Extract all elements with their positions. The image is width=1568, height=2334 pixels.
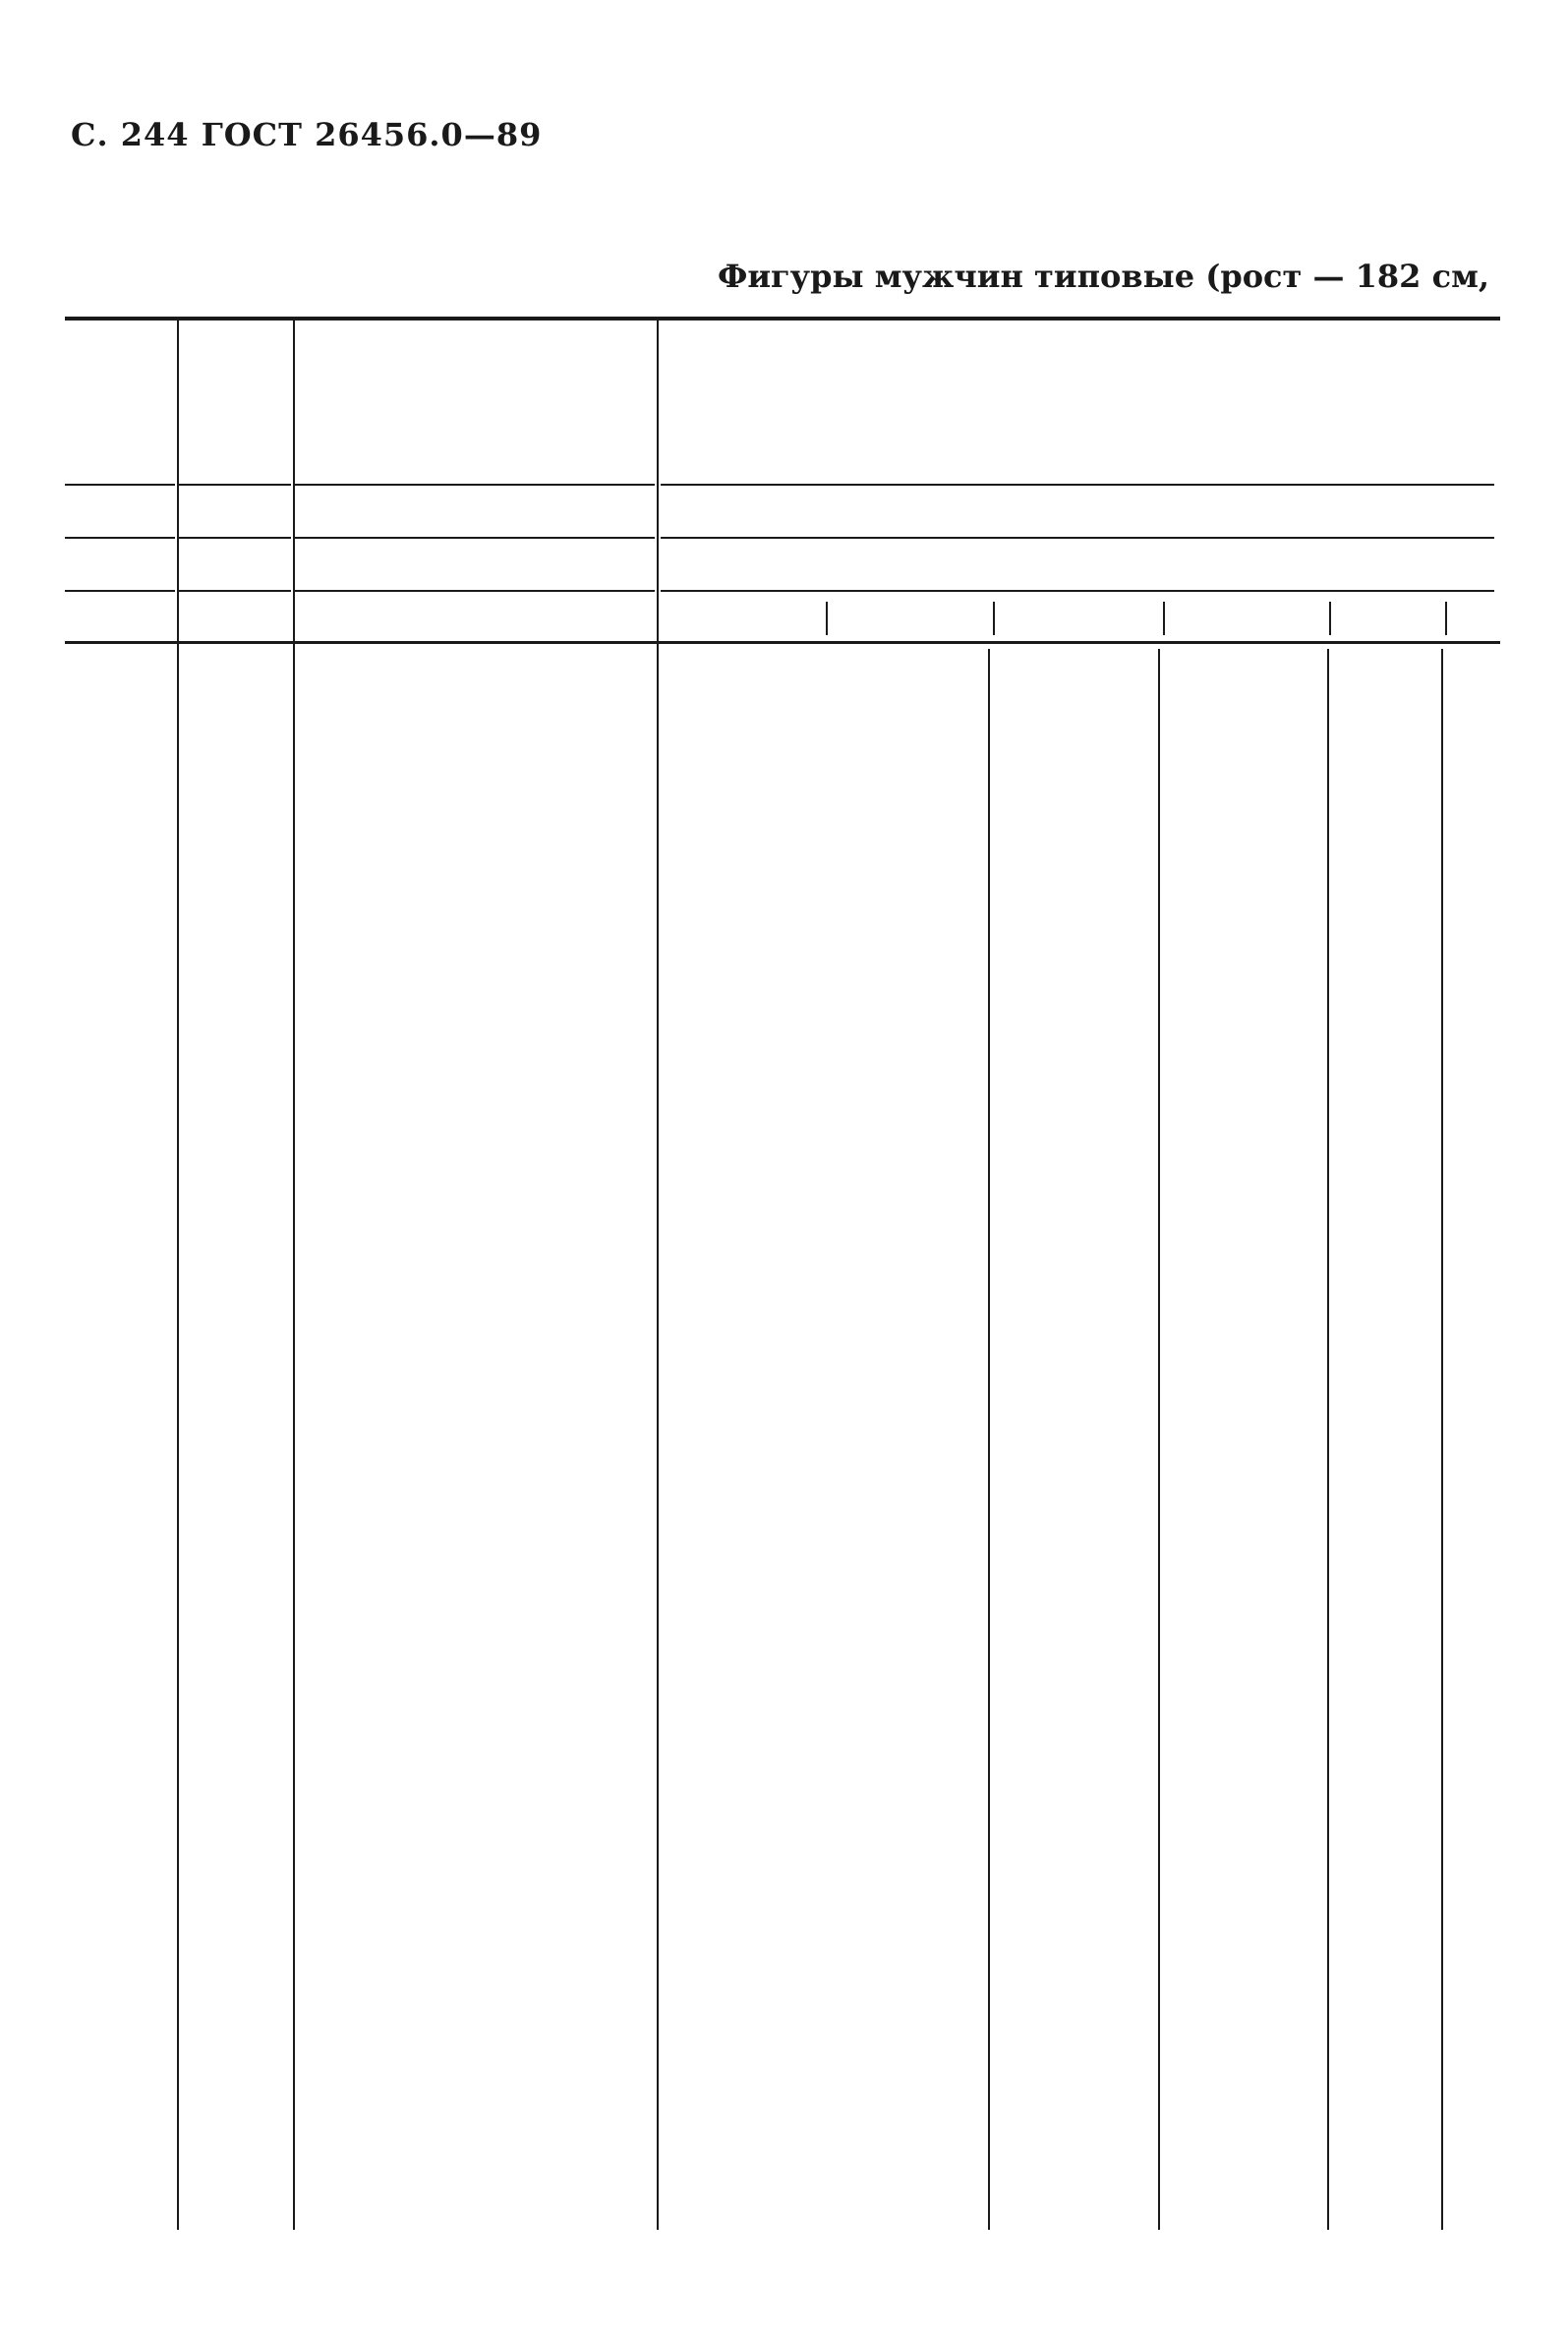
page-header: С. 244 ГОСТ 26456.0—89	[71, 116, 543, 153]
value-divider	[1163, 602, 1165, 635]
col-divider-1	[177, 492, 179, 639]
value-column-line	[988, 649, 990, 2230]
header-bottom-rule	[661, 484, 1494, 486]
row-rule	[295, 537, 655, 539]
col-divider-3	[657, 649, 659, 2230]
col-divider-1	[177, 649, 179, 2230]
table-top-rule	[65, 317, 1500, 321]
header-bottom-rule	[295, 484, 655, 486]
col-divider-2	[293, 649, 295, 2230]
value-column-line	[1327, 649, 1329, 2230]
value-divider	[826, 602, 828, 635]
row-rule	[661, 590, 1494, 592]
value-divider	[1329, 602, 1331, 635]
value-column-line	[1441, 649, 1443, 2230]
value-divider	[993, 602, 995, 635]
row-rule	[661, 537, 1494, 539]
row-rule	[295, 590, 655, 592]
row-rule	[65, 590, 175, 592]
row-rule	[179, 590, 291, 592]
table-title: Фигуры мужчин типовые (рост — 182 см,	[717, 258, 1489, 295]
col-divider-3	[657, 492, 659, 639]
row-rule	[65, 537, 175, 539]
header-bottom-rule	[179, 484, 291, 486]
body-top-rule	[65, 641, 1500, 644]
header-col-drawing	[196, 324, 274, 482]
header-bottom-rule	[65, 484, 175, 486]
col-divider-2	[293, 492, 295, 639]
value-divider	[1445, 602, 1447, 635]
header-col-size	[72, 315, 170, 492]
value-column-line	[1158, 649, 1160, 2230]
row-rule	[179, 537, 291, 539]
